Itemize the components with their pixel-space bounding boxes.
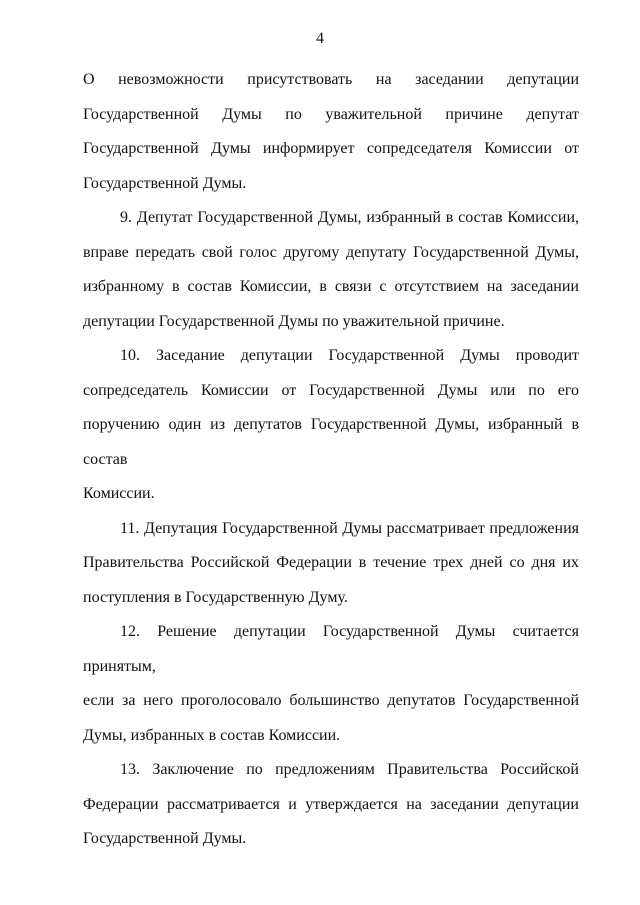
text-line: если за него проголосовало большинство депутатов Государственной — [83, 692, 579, 709]
text-line: Думы, избранных в состав Комиссии. — [83, 726, 341, 744]
page-number: 4 — [316, 30, 324, 47]
text-line: избранному в состав Комиссии, в связи с отсутствием на заседании — [83, 278, 579, 295]
text-line: депутации Государственной Думы по уважительной причине. — [83, 312, 505, 330]
paragraph-12 — [83, 615, 579, 753]
text-line: сопредседатель Комиссии от Государственной Думы или по его — [83, 381, 579, 399]
paragraph-9 — [83, 201, 579, 339]
text-line: вправе передать свой голос другому депутату Государственной Думы, — [83, 243, 579, 261]
text-line: Государственной Думы. — [83, 830, 247, 847]
text-line: Федерации рассматривается и утверждается на заседании депутации — [83, 795, 579, 813]
text-line: Комиссии. — [83, 485, 155, 502]
text-line: Государственной Думы информирует сопредседателя Комиссии от — [83, 140, 579, 157]
text-line: 10. Заседание депутации Государственной Думы проводит — [120, 347, 579, 364]
text-line: Государственной Думы по уважительной причине депутат — [83, 105, 579, 123]
text-line: 12. Решение депутации Государственной Думы считается принятым, — [83, 623, 579, 675]
text-line: Правительства Российской Федерации в течение трех дней со дня их — [83, 554, 579, 571]
text-line: 9. Депутат Государственной Думы, избранный в состав Комиссии, — [120, 209, 579, 226]
text-line: Государственной Думы. — [83, 174, 247, 192]
paragraph-10 — [83, 339, 579, 512]
text-line: поступления в Государственную Думу. — [83, 588, 348, 606]
paragraph-continuation — [83, 63, 579, 201]
paragraph-13 — [83, 753, 579, 857]
document-body — [83, 63, 579, 857]
text-line: поручению один из депутатов Государственной Думы, избранный в состав — [83, 416, 579, 468]
text-line: 13. Заключение по предложениям Правительства Российской — [120, 761, 579, 778]
text-line: О невозможности присутствовать на заседании депутации — [83, 71, 579, 88]
text-line: 11. Депутация Государственной Думы рассматривает предложения — [120, 519, 579, 537]
paragraph-11 — [83, 512, 579, 616]
